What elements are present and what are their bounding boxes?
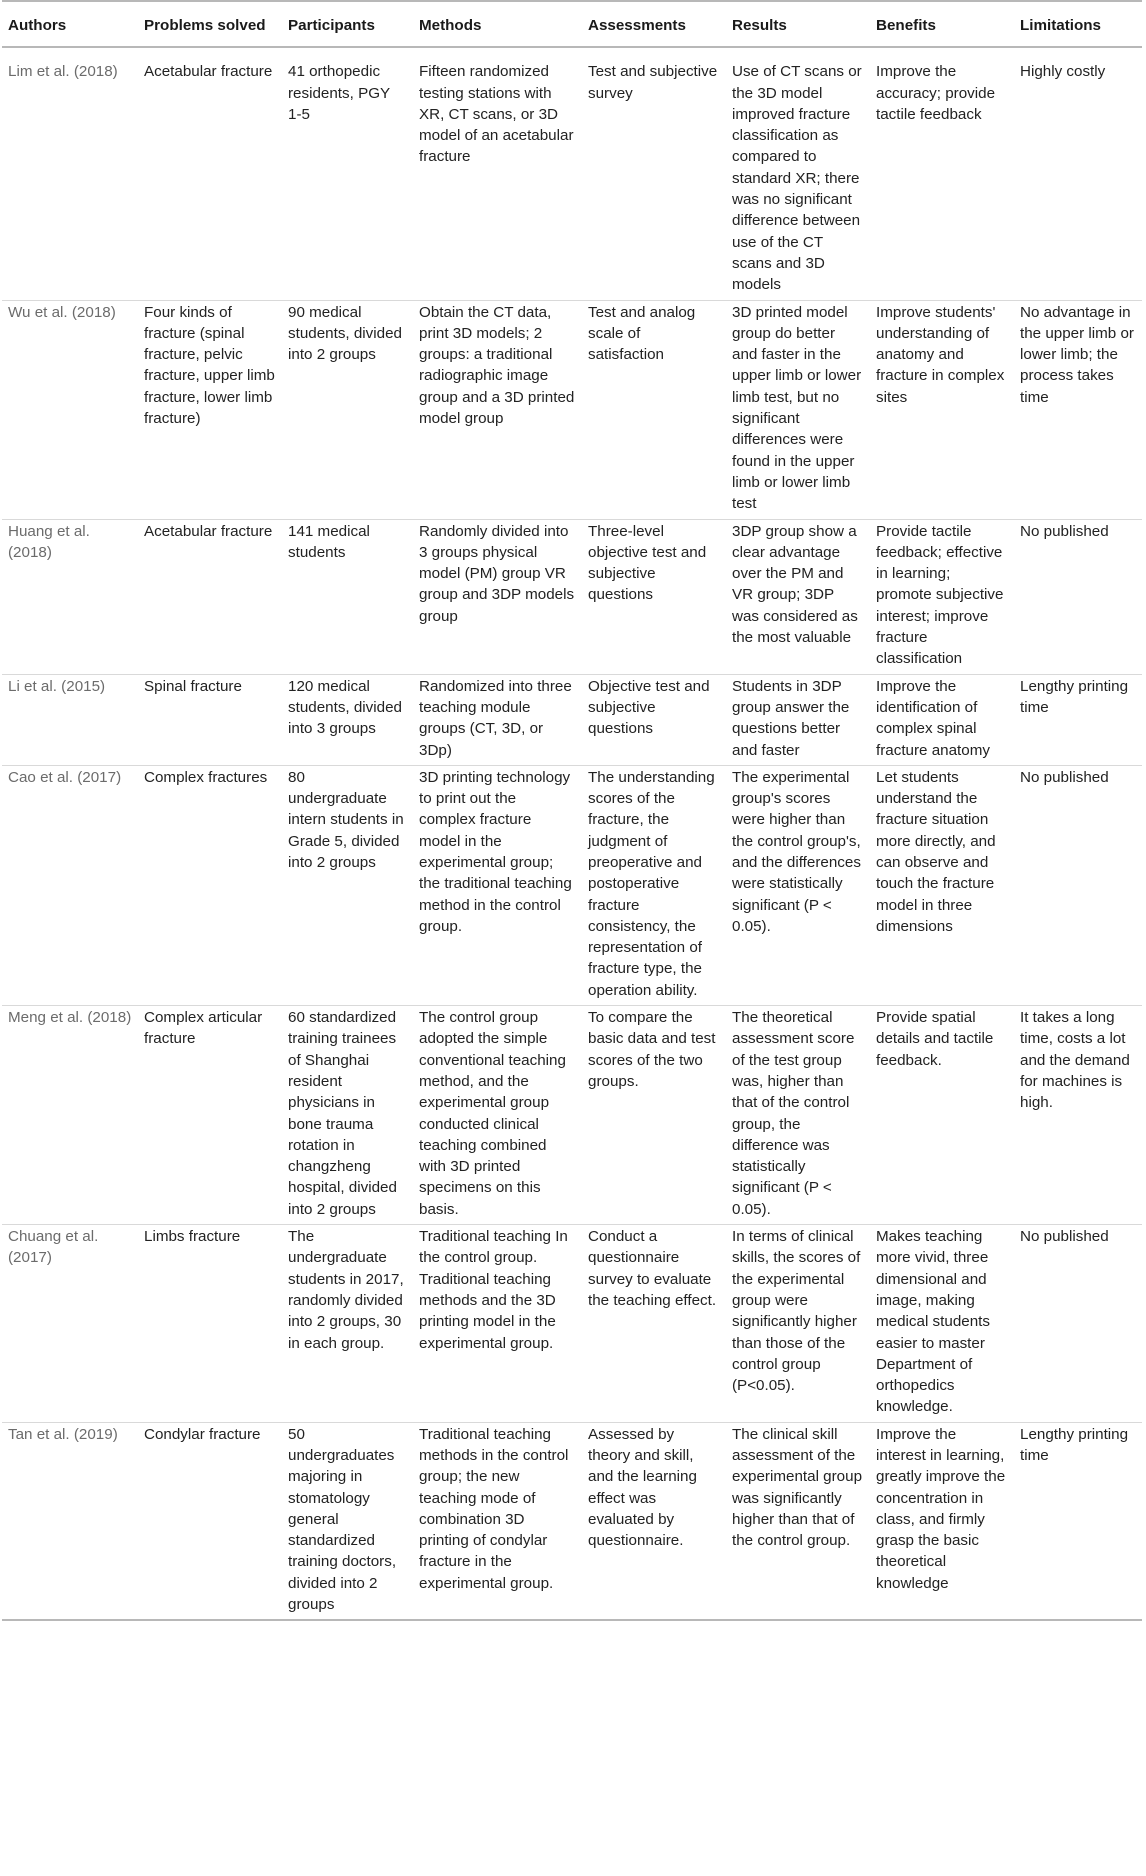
cell-methods: Fifteen randomized testing stations with XR, CT scans, or 3D model of an acetabular fracture <box>413 47 582 300</box>
cell-participants: The undergraduate students in 2017, randomly divided into 2 groups, 30 in each group. <box>282 1225 413 1423</box>
cell-assessments: Test and subjective survey <box>582 47 726 300</box>
table-row <box>2 1006 1142 1225</box>
cell-problems: Complex articular fracture <box>138 1006 282 1225</box>
header-authors: Authors <box>2 1 138 47</box>
table-body <box>2 47 1142 1620</box>
cell-benefits: Improve the interest in learning, greatly improve the concentration in class, and firmly grasp the basic theoretical knowledge <box>870 1422 1014 1620</box>
cell-methods: 3D printing technology to print out the complex fracture model in the experimental group; the traditional teaching method in the control group. <box>413 765 582 1005</box>
cell-methods: Traditional teaching methods in the control group; the new teaching mode of combination 3D printing of condylar fracture in the experimental group. <box>413 1422 582 1620</box>
table-row <box>2 1422 1142 1620</box>
table-row <box>2 765 1142 1005</box>
cell-assessments: The understanding scores of the fracture, the judgment of preoperative and postoperative fracture consistency, the representation of fracture type, the operation ability. <box>582 765 726 1005</box>
cell-limitations: Highly costly <box>1014 47 1142 300</box>
cell-limitations: Lengthy printing time <box>1014 674 1142 765</box>
table-header <box>2 1 1142 47</box>
table-row <box>2 674 1142 765</box>
cell-results: In terms of clinical skills, the scores of the experimental group were significantly higher than those of the control group (P<0.05). <box>726 1225 870 1423</box>
cell-benefits: Provide spatial details and tactile feedback. <box>870 1006 1014 1225</box>
cell-limitations: Lengthy printing time <box>1014 1422 1142 1620</box>
header-benefits: Benefits <box>870 1 1014 47</box>
cell-limitations: No published <box>1014 1225 1142 1423</box>
cell-benefits: Improve students' understanding of anatomy and fracture in complex sites <box>870 300 1014 519</box>
cell-assessments: To compare the basic data and test scores of the two groups. <box>582 1006 726 1225</box>
cell-results: The experimental group's scores were higher than the control group's, and the differences were statistically significant (P < 0.05). <box>726 765 870 1005</box>
cell-participants: 50 undergraduates majoring in stomatology general standardized training doctors, divided into 2 groups <box>282 1422 413 1620</box>
studies-table <box>2 0 1142 1621</box>
cell-benefits: Improve the identification of complex spinal fracture anatomy <box>870 674 1014 765</box>
cell-methods: Obtain the CT data, print 3D models; 2 groups: a traditional radiographic image group and a 3D printed model group <box>413 300 582 519</box>
cell-limitations: No published <box>1014 765 1142 1005</box>
cell-participants: 60 standardized training trainees of Shanghai resident physicians in bone trauma rotation in changzheng hospital, divided into 2 groups <box>282 1006 413 1225</box>
cell-methods: Randomized into three teaching module groups (CT, 3D, or 3Dp) <box>413 674 582 765</box>
table-row <box>2 47 1142 300</box>
cell-results: 3DP group show a clear advantage over the PM and VR group; 3DP was considered as the most valuable <box>726 519 870 674</box>
table-row <box>2 300 1142 519</box>
header-results: Results <box>726 1 870 47</box>
cell-problems: Limbs fracture <box>138 1225 282 1423</box>
cell-results: The theoretical assessment score of the test group was, higher than that of the control group, the difference was statistically significant (P < 0.05). <box>726 1006 870 1225</box>
cell-participants: 41 orthopedic residents, PGY 1-5 <box>282 47 413 300</box>
cell-participants: 141 medical students <box>282 519 413 674</box>
cell-participants: 90 medical students, divided into 2 groups <box>282 300 413 519</box>
cell-authors: Li et al. (2015) <box>2 674 138 765</box>
cell-authors: Meng et al. (2018) <box>2 1006 138 1225</box>
table-row <box>2 1225 1142 1423</box>
cell-problems: Four kinds of fracture (spinal fracture, pelvic fracture, upper limb fracture, lower limb fracture) <box>138 300 282 519</box>
header-limitations: Limitations <box>1014 1 1142 47</box>
header-methods: Methods <box>413 1 582 47</box>
cell-benefits: Provide tactile feedback; effective in learning; promote subjective interest; improve fracture classification <box>870 519 1014 674</box>
cell-limitations: No published <box>1014 519 1142 674</box>
cell-benefits: Makes teaching more vivid, three dimensional and image, making medical students easier to master Department of orthopedics knowledge. <box>870 1225 1014 1423</box>
cell-benefits: Let students understand the fracture situation more directly, and can observe and touch the fracture model in three dimensions <box>870 765 1014 1005</box>
cell-authors: Wu et al. (2018) <box>2 300 138 519</box>
cell-methods: Randomly divided into 3 groups physical model (PM) group VR group and 3DP models group <box>413 519 582 674</box>
cell-limitations: It takes a long time, costs a lot and the demand for machines is high. <box>1014 1006 1142 1225</box>
cell-limitations: No advantage in the upper limb or lower limb; the process takes time <box>1014 300 1142 519</box>
cell-benefits: Improve the accuracy; provide tactile feedback <box>870 47 1014 300</box>
cell-authors: Chuang et al. (2017) <box>2 1225 138 1423</box>
cell-authors: Tan et al. (2019) <box>2 1422 138 1620</box>
cell-participants: 80 undergraduate intern students in Grade 5, divided into 2 groups <box>282 765 413 1005</box>
cell-problems: Spinal fracture <box>138 674 282 765</box>
cell-results: Students in 3DP group answer the questions better and faster <box>726 674 870 765</box>
cell-authors: Cao et al. (2017) <box>2 765 138 1005</box>
cell-assessments: Objective test and subjective questions <box>582 674 726 765</box>
cell-problems: Condylar fracture <box>138 1422 282 1620</box>
cell-methods: Traditional teaching In the control group. Traditional teaching methods and the 3D printing model in the experimental group. <box>413 1225 582 1423</box>
cell-problems: Acetabular fracture <box>138 519 282 674</box>
cell-assessments: Assessed by theory and skill, and the learning effect was evaluated by questionnaire. <box>582 1422 726 1620</box>
cell-results: The clinical skill assessment of the experimental group was significantly higher than that of the control group. <box>726 1422 870 1620</box>
cell-participants: 120 medical students, divided into 3 groups <box>282 674 413 765</box>
cell-problems: Complex fractures <box>138 765 282 1005</box>
table-row <box>2 519 1142 674</box>
cell-results: 3D printed model group do better and faster in the upper limb or lower limb test, but no significant differences were found in the upper limb or lower limb test <box>726 300 870 519</box>
header-row <box>2 1 1142 47</box>
cell-assessments: Three-level objective test and subjective questions <box>582 519 726 674</box>
cell-authors: Lim et al. (2018) <box>2 47 138 300</box>
header-problems-solved: Problems solved <box>138 1 282 47</box>
cell-authors: Huang et al. (2018) <box>2 519 138 674</box>
cell-problems: Acetabular fracture <box>138 47 282 300</box>
cell-assessments: Conduct a questionnaire survey to evaluate the teaching effect. <box>582 1225 726 1423</box>
header-assessments: Assessments <box>582 1 726 47</box>
cell-results: Use of CT scans or the 3D model improved fracture classification as compared to standard XR; there was no significant difference between use of the CT scans and 3D models <box>726 47 870 300</box>
cell-assessments: Test and analog scale of satisfaction <box>582 300 726 519</box>
header-participants: Participants <box>282 1 413 47</box>
cell-methods: The control group adopted the simple conventional teaching method, and the experimental group conducted clinical teaching combined with 3D printed specimens on this basis. <box>413 1006 582 1225</box>
